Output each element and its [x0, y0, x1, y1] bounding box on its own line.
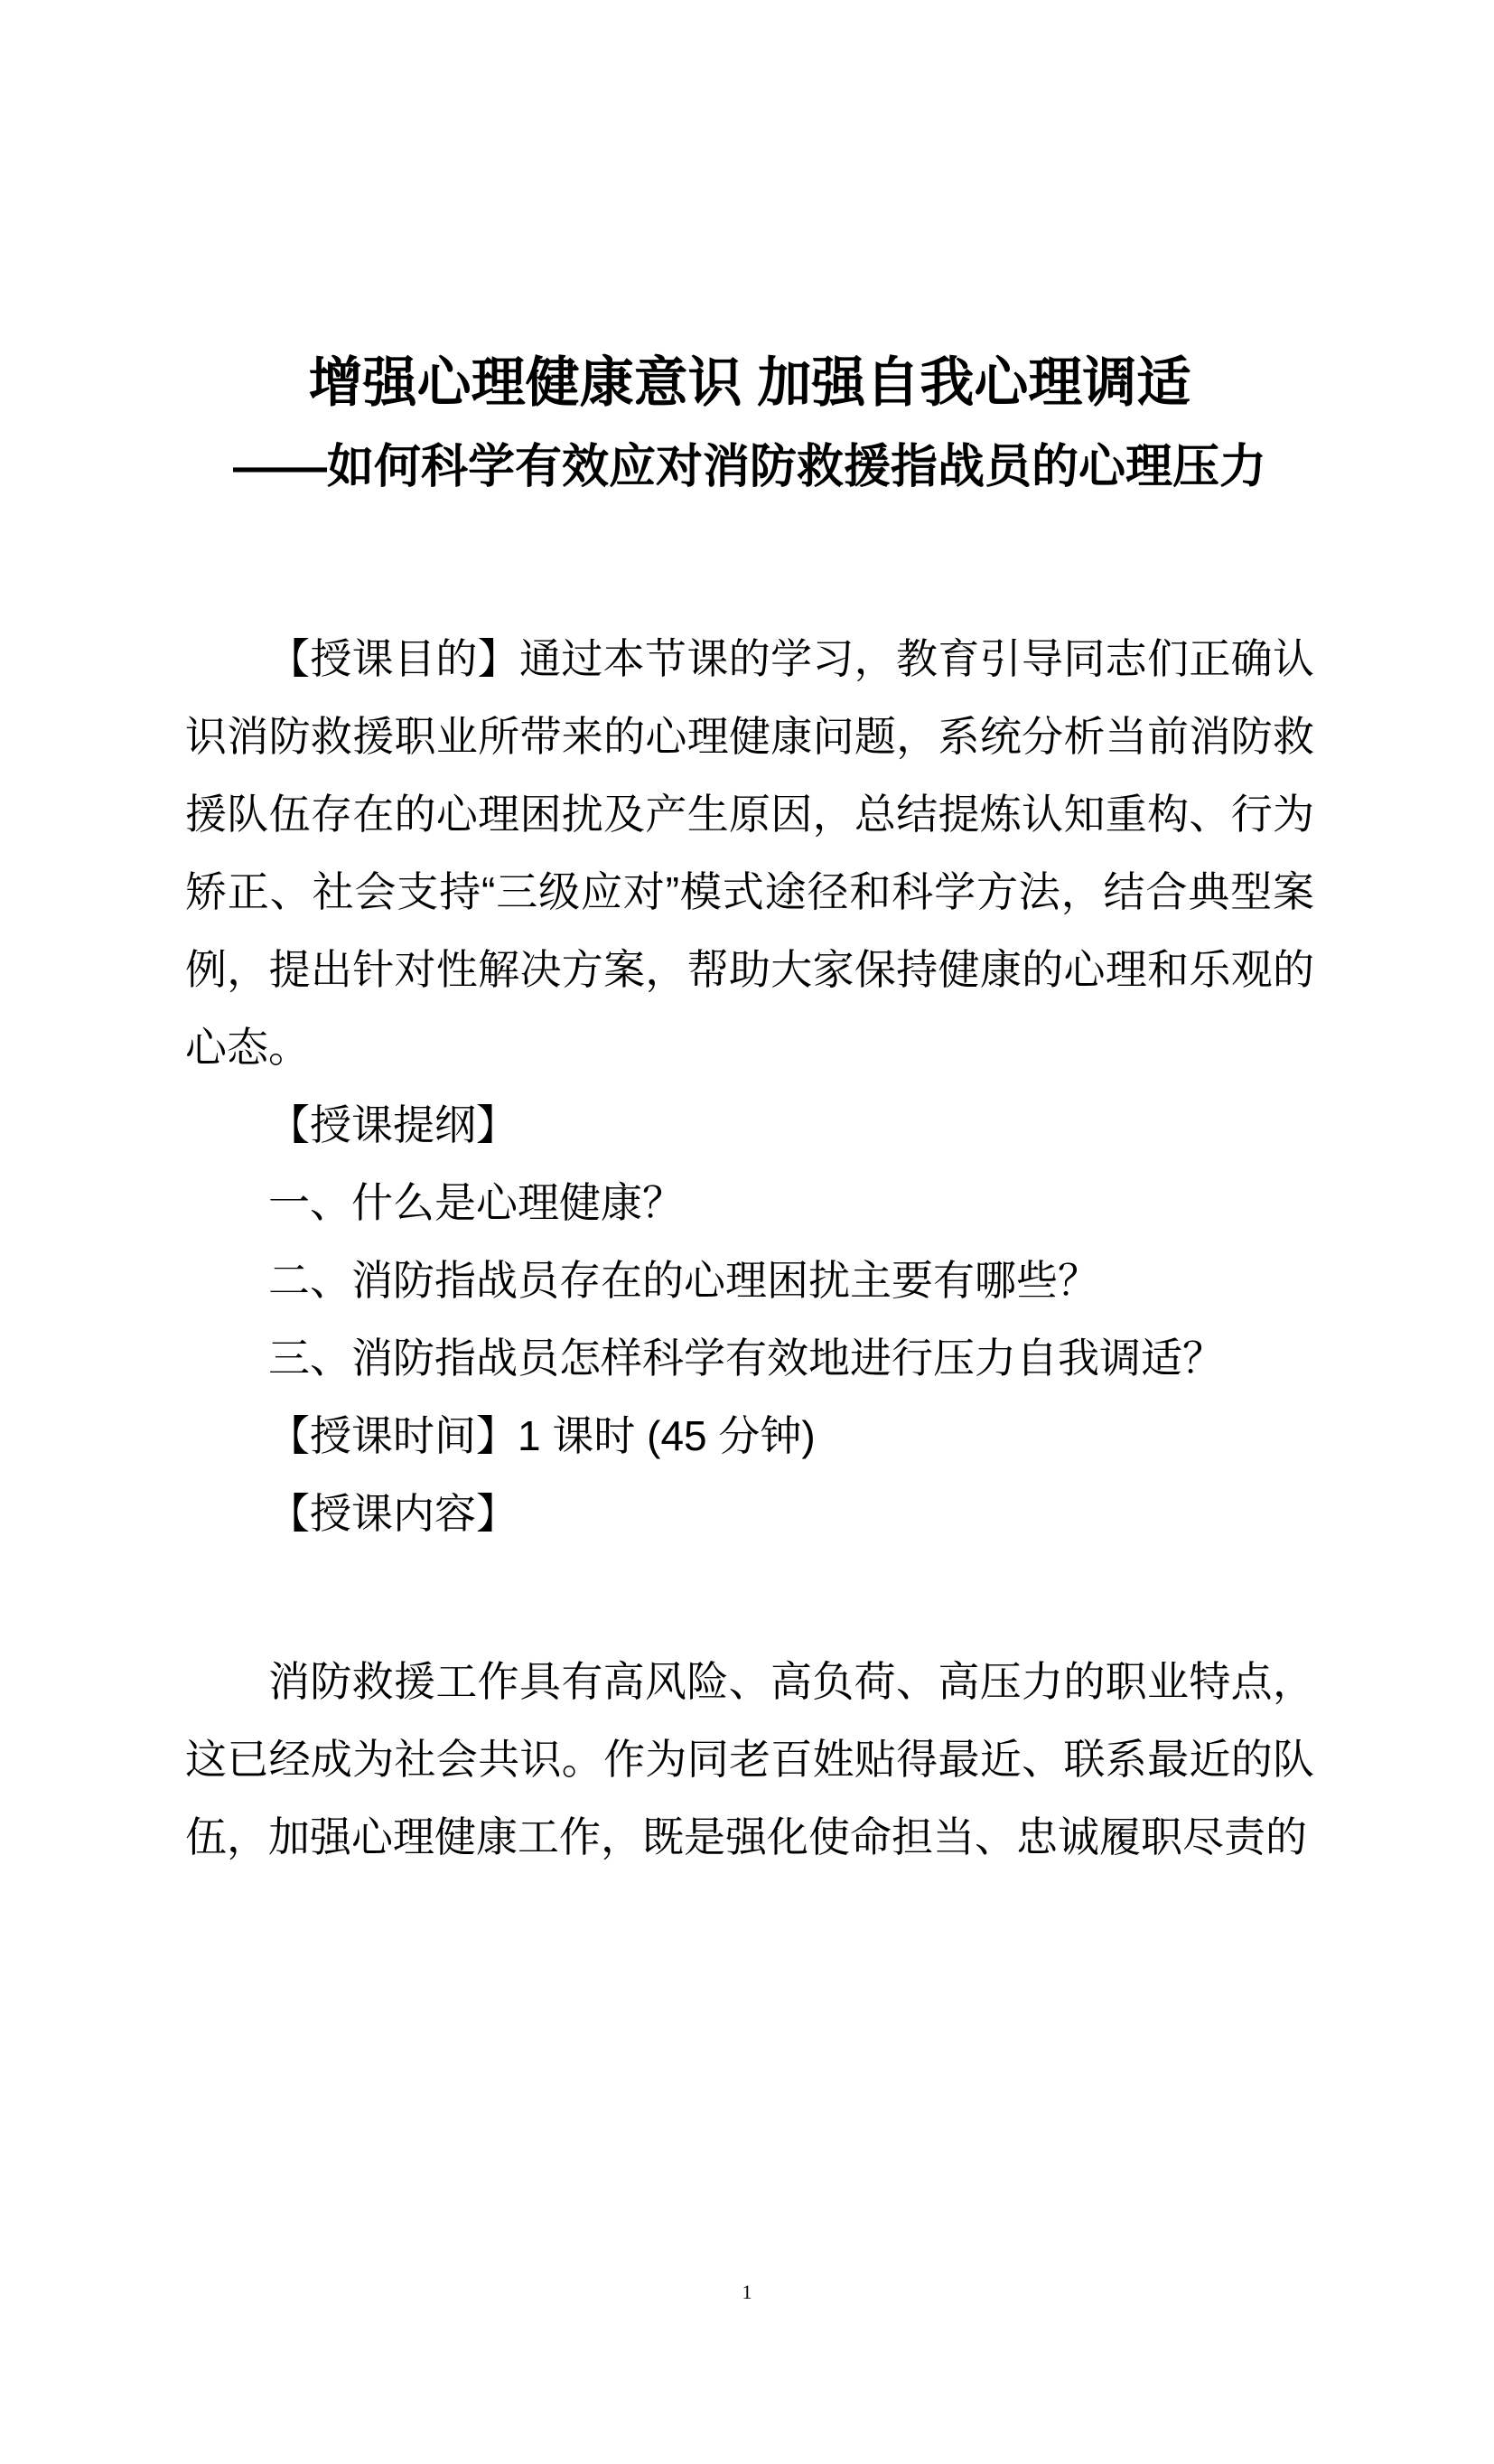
body-paragraph: 消防救援工作具有高风险、高负荷、高压力的职业特点，这已经成为社会共识。作为同老百姓贴得最近、联系最近的队伍，加强心理健康工作，既是强化使命担当、忠诚履职尽责的 — [185, 1658, 1314, 1860]
outline-item-3: 三、消防指战员怎样科学有效地进行压力自我调适？ — [268, 1335, 1224, 1382]
page-number: 1 — [742, 2281, 752, 2303]
outline-item-2: 二、消防指战员存在的心理困扰主要有哪些？ — [268, 1257, 1099, 1304]
outline-heading: 【授课提纲】 — [268, 1101, 518, 1148]
document-content — [185, 351, 1314, 1876]
content-heading: 【授课内容】 — [268, 1490, 518, 1537]
document-title: 增强心理健康意识 加强自我心理调适 — [308, 352, 1191, 413]
outline-item-1: 一、什么是心理健康？ — [268, 1179, 684, 1226]
document-page — [0, 351, 1494, 2464]
lesson-time-line: 【授课时间】1 课时 (45 分钟) — [268, 1412, 816, 1459]
purpose-paragraph: 【授课目的】通过本节课的学习，教育引导同志们正确认识消防救援职业所带来的心理健康问题，系统分析当前消防救援队伍存在的心理困扰及产生原因，总结提炼认知重构、行为矫正、社会支持“三级应对”模式途径和科学方法，结合典型案例，提出针对性解决方案，帮助大家保持健康的心理和乐观的心态。 — [185, 635, 1314, 1071]
document-subtitle: ——如何科学有效应对消防救援指战员的心理压力 — [232, 441, 1266, 493]
